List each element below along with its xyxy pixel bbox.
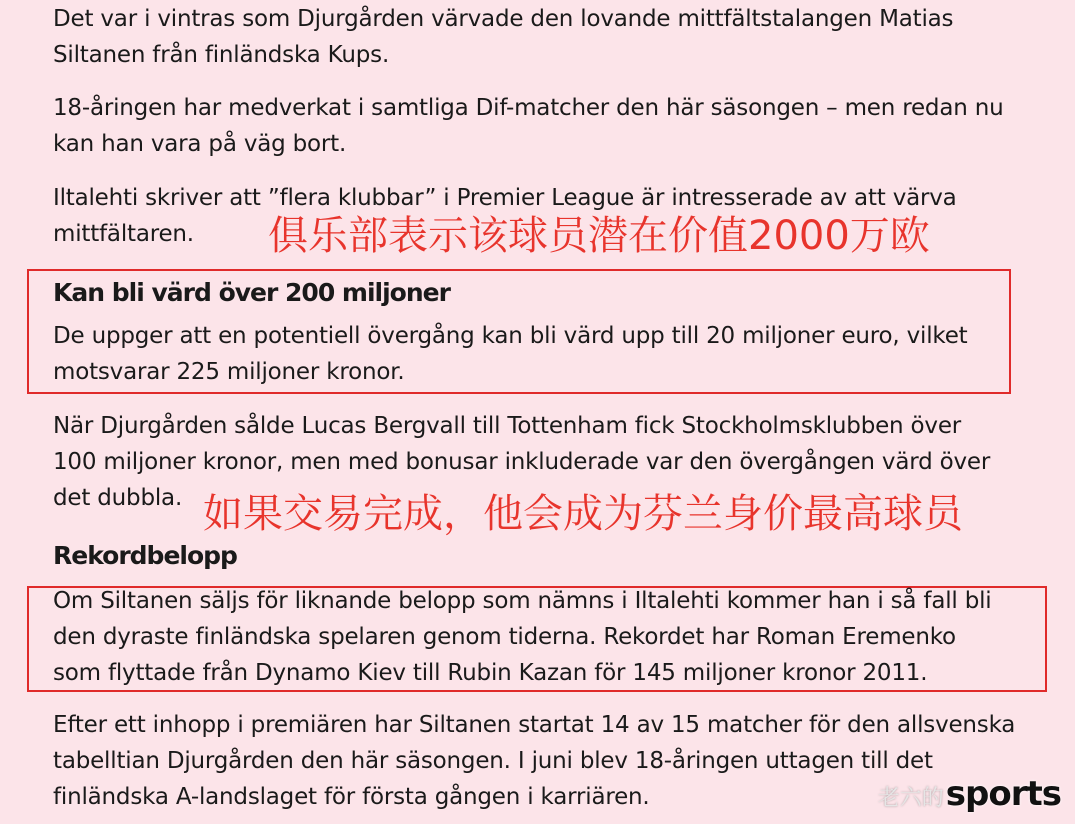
article-paragraph-3: Iltalehti skriver att ”flera klubbar” i Premier League är intresserade av att värva mittfältaren. xyxy=(53,185,957,247)
article-paragraph-7: Efter ett inhopp i premiären har Siltanen startat 14 av 15 matcher för den allsvenska tabelltian Djurgården den här säsongen. I juni blev 18-åringen uttagen till det finländska A-landslaget för första gången i karriären. xyxy=(53,712,1016,810)
section-heading-record: Rekordbelopp xyxy=(53,541,237,570)
article-paragraph-5: När Djurgården sålde Lucas Bergvall till Tottenham fick Stockholmsklubben över 100 miljoner kronor, men med bonusar inkluderade var den övergången värd över det dubbla. xyxy=(53,413,991,511)
watermark-prefix: 老六的 xyxy=(877,786,944,811)
article-paragraph-2: 18-åringen har medverkat i samtliga Dif-matcher den här säsongen – men redan nu kan han vara på väg bort. xyxy=(53,95,1004,157)
watermark xyxy=(878,774,1061,814)
annotation-club-value: 俱乐部表示该球员潜在价值2000万欧 xyxy=(268,213,930,259)
section-heading-value: Kan bli värd över 200 miljoner xyxy=(53,278,450,307)
article-paragraph-4: De uppger att en potentiell övergång kan bli värd upp till 20 miljoner euro, vilket motsvarar 225 miljoner kronor. xyxy=(53,323,968,385)
annotation-record-player: 如果交易完成，他会成为芬兰身价最高球员 xyxy=(203,491,963,537)
watermark-brand: sports xyxy=(945,774,1061,814)
article-paragraph-1: Det var i vintras som Djurgården värvade den lovande mittfältstalangen Matias Siltanen från finländska Kups. xyxy=(53,6,954,68)
article-paragraph-6: Om Siltanen säljs för liknande belopp som nämns i Iltalehti kommer han i så fall bli den dyraste finländska spelaren genom tiderna. Rekordet har Roman Eremenko som flyttade från Dynamo Kiev till Rubin Kazan för 145 miljoner kronor 2011. xyxy=(53,588,992,686)
